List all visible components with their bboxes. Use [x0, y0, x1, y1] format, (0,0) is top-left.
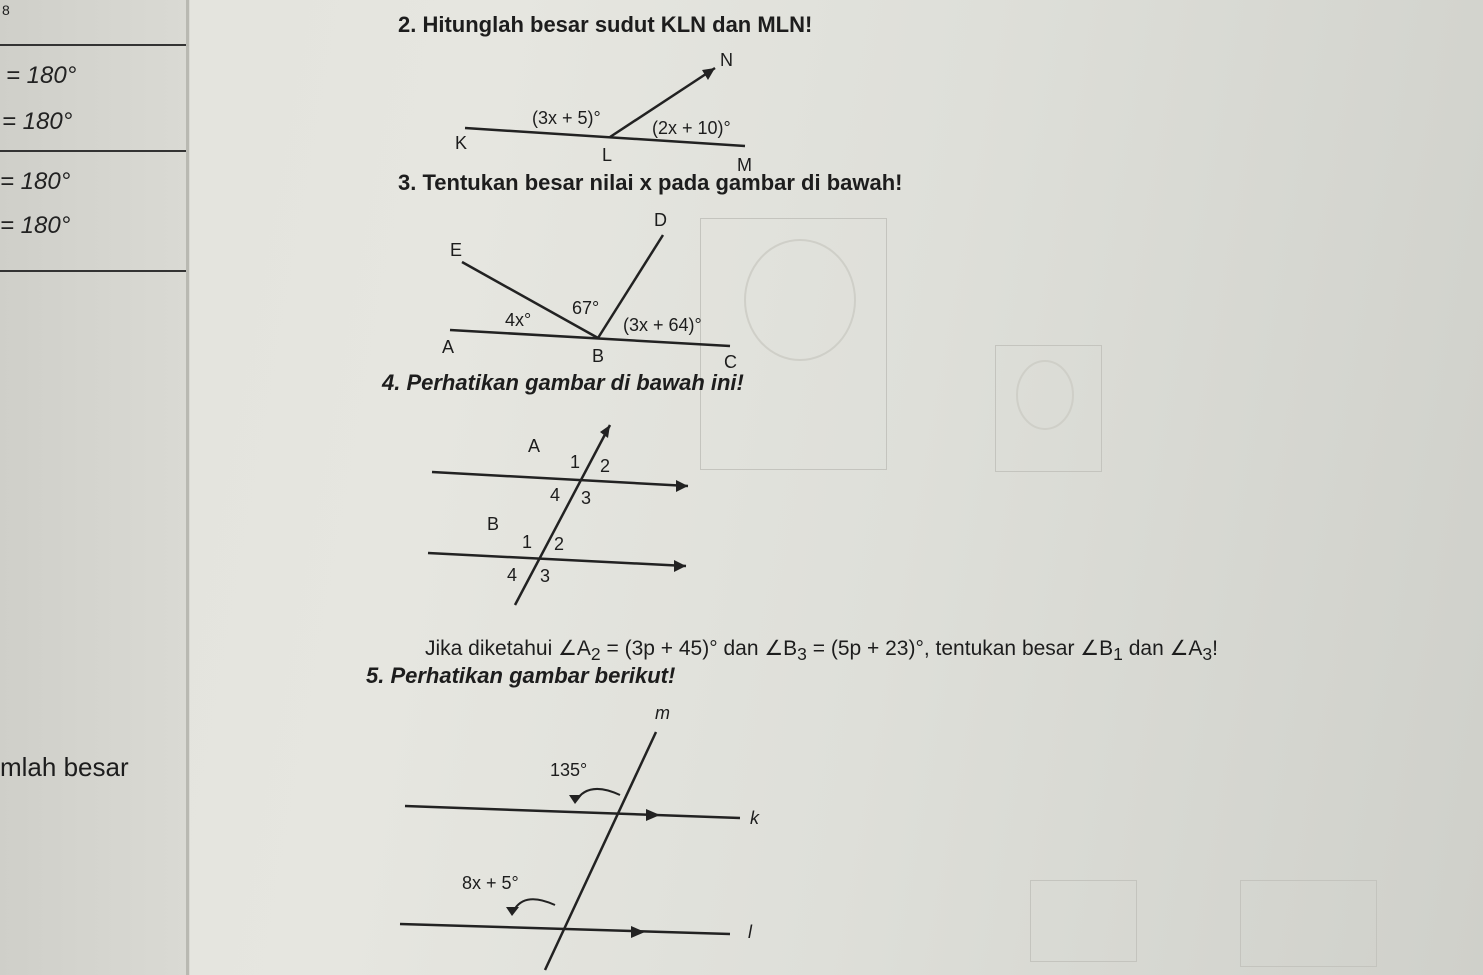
label-l: l	[748, 922, 752, 942]
arrowhead	[646, 809, 660, 821]
question-4-prompt: 4. Perhatikan gambar di bawah ini!	[382, 370, 744, 395]
arrowhead	[631, 926, 645, 938]
angle-A4: 4	[550, 485, 561, 505]
subscript: 1	[1113, 644, 1123, 665]
equation-1: = 180°	[6, 62, 77, 89]
angle-label-8x5: 8x + 5°	[462, 873, 519, 893]
statement-part: = (3p + 45)° dan ∠B	[600, 637, 798, 660]
angle-B4: 4	[507, 565, 518, 585]
angle-label-mln: (2x + 10)°	[652, 118, 731, 138]
angle-B3: 3	[540, 566, 551, 586]
angle-A3: 3	[581, 488, 592, 508]
subscript: 3	[797, 644, 807, 665]
page-number: 8	[2, 2, 10, 18]
question-3-prompt: 3. Tentukan besar nilai x pada gambar di bawah!	[398, 170, 903, 195]
label-N: N	[720, 50, 733, 70]
angle-B1: 1	[522, 532, 533, 552]
angle-label-kln: (3x + 5)°	[532, 108, 601, 128]
equation-2: = 180°	[2, 108, 73, 135]
line-k	[405, 806, 740, 818]
angle-label-135: 135°	[550, 760, 588, 780]
label-L: L	[602, 145, 613, 165]
subscript: 3	[1202, 644, 1213, 665]
label-M: M	[737, 155, 752, 175]
label-D: D	[654, 210, 667, 230]
equation-3: = 180°	[0, 168, 71, 195]
equation-4: = 180°	[0, 212, 71, 239]
arc-arrowhead	[569, 795, 582, 804]
angle-A1: 1	[570, 452, 581, 472]
angle-label-dbc: (3x + 64)°	[623, 315, 702, 335]
label-A: A	[442, 337, 455, 357]
label-C: C	[724, 352, 737, 372]
subscript: 2	[590, 644, 601, 665]
angle-label-abe: 4x°	[505, 310, 532, 330]
question-5-prompt: 5. Perhatikan gambar berikut!	[366, 663, 676, 688]
statement-part: = (5p + 23)°, tentukan besar ∠B	[806, 637, 1114, 660]
label-B: B	[592, 346, 605, 366]
label-B: B	[487, 514, 500, 534]
angle-B2: 2	[554, 534, 565, 554]
angle-arc-top	[575, 789, 620, 802]
question-2-prompt: 2. Hitunglah besar sudut KLN dan MLN!	[398, 12, 813, 37]
label-m: m	[655, 703, 670, 723]
angle-A2: 2	[600, 456, 611, 476]
label-k: k	[750, 808, 759, 828]
label-E: E	[450, 240, 463, 260]
angle-arc-bottom	[512, 899, 555, 914]
label-A: A	[528, 436, 541, 456]
angle-label-ebd: 67°	[572, 298, 600, 318]
statement-part: dan ∠A	[1122, 637, 1203, 660]
fragment-text: mlah besar	[0, 752, 129, 782]
statement-part: !	[1212, 637, 1218, 660]
statement-part: Jika diketahui ∠A	[425, 637, 591, 660]
label-K: K	[455, 133, 468, 153]
arc-arrowhead	[506, 907, 519, 916]
